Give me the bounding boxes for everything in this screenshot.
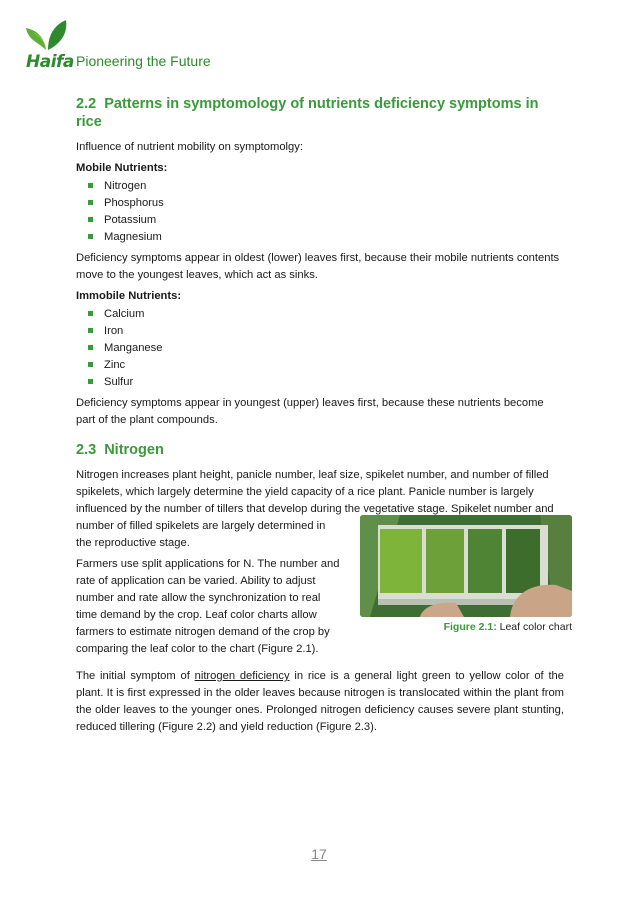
tagline: Pioneering the Future: [76, 53, 211, 69]
nitrogen-para-2: Farmers use split applications for N. The number and rate of application can be varied. Ability to adjust number and rate allow the synchronization to real time demand by the crop. Leaf color charts allow farmers to estimate nitrogen demand of the crop by comparing the leaf color to the chart (Figure 2.1).: [76, 558, 340, 655]
list-item: Sulfur: [88, 374, 564, 391]
figure-caption: [360, 619, 572, 636]
figure-label: Figure 2.1:: [443, 621, 497, 633]
list-item: Calcium: [88, 306, 564, 323]
bullet-icon: [88, 217, 93, 222]
bullet-icon: [88, 379, 93, 384]
section-2-3-heading: [76, 441, 564, 459]
list-item: Nitrogen: [88, 178, 564, 195]
immobile-heading: Immobile Nutrients:: [76, 290, 182, 302]
section-2-2-heading: [76, 95, 564, 131]
mobility-intro: Influence of nutrient mobility on symptomolgy:: [76, 141, 303, 153]
bullet-icon: [88, 328, 93, 333]
bullet-icon: [88, 345, 93, 350]
page-content: [76, 95, 572, 740]
list-item: Phosphorus: [88, 195, 564, 212]
figure-2-1: [360, 515, 572, 636]
nitrogen-deficiency-link[interactable]: nitrogen deficiency: [194, 670, 290, 682]
bullet-icon: [88, 200, 93, 205]
list-item: Potassium: [88, 212, 564, 229]
bullet-icon: [88, 311, 93, 316]
nitrogen-para-1-cont: number of filled spikelets are largely determined in the reproductive stage.: [76, 520, 326, 549]
mobile-note: Deficiency symptoms appear in oldest (lower) leaves first, because their mobile nutrients contents move to the youngest leaves, which act as sinks.: [76, 252, 560, 281]
list-item: Magnesium: [88, 229, 564, 246]
nitrogen-para-1: Nitrogen increases plant height, panicle number, leaf size, spikelet number, and number of filled spikelets, which largely determine the yield capacity of a rice plant. Panicle number is largely influenced by the number of tillers that develop during the vegetative stage. Spikelet number and: [76, 469, 554, 515]
bullet-icon: [88, 234, 93, 239]
list-item: Zinc: [88, 357, 564, 374]
page-number: 17: [311, 846, 327, 862]
section-number: 2.2: [76, 96, 97, 112]
brand-name: Haifa: [26, 52, 74, 72]
haifa-logo: [24, 18, 224, 70]
nitrogen-para-3: The initial symptom of nitrogen deficiency in rice is a general light green to yellow color of the plant. It is first expressed in the older leaves because nitrogen is translocated within the plant from the older leaves to the younger ones. Prolonged nitrogen deficiency causes severe plant stunting, reduced tillering (Figure 2.2) and yield reduction (Figure 2.3).: [76, 670, 564, 733]
leaf-color-chart-image: [360, 515, 572, 617]
mobile-heading: Mobile Nutrients:: [76, 162, 168, 174]
nitrogen-body: [76, 467, 572, 658]
immobile-list: [88, 306, 564, 391]
section-number: 2.3: [76, 442, 97, 458]
leaf-logo-icon: [24, 18, 72, 52]
list-item: Iron: [88, 323, 564, 340]
mobile-list: [88, 178, 564, 246]
section-title: Nitrogen: [104, 442, 164, 458]
list-item: Manganese: [88, 340, 564, 357]
section-title: Patterns in symptomology of nutrients deficiency symptoms in rice: [76, 96, 539, 130]
bullet-icon: [88, 362, 93, 367]
bullet-icon: [88, 183, 93, 188]
immobile-note: Deficiency symptoms appear in youngest (upper) leaves first, because these nutrients become part of the plant compounds.: [76, 397, 544, 426]
figure-caption-text: Leaf color chart: [496, 621, 572, 633]
